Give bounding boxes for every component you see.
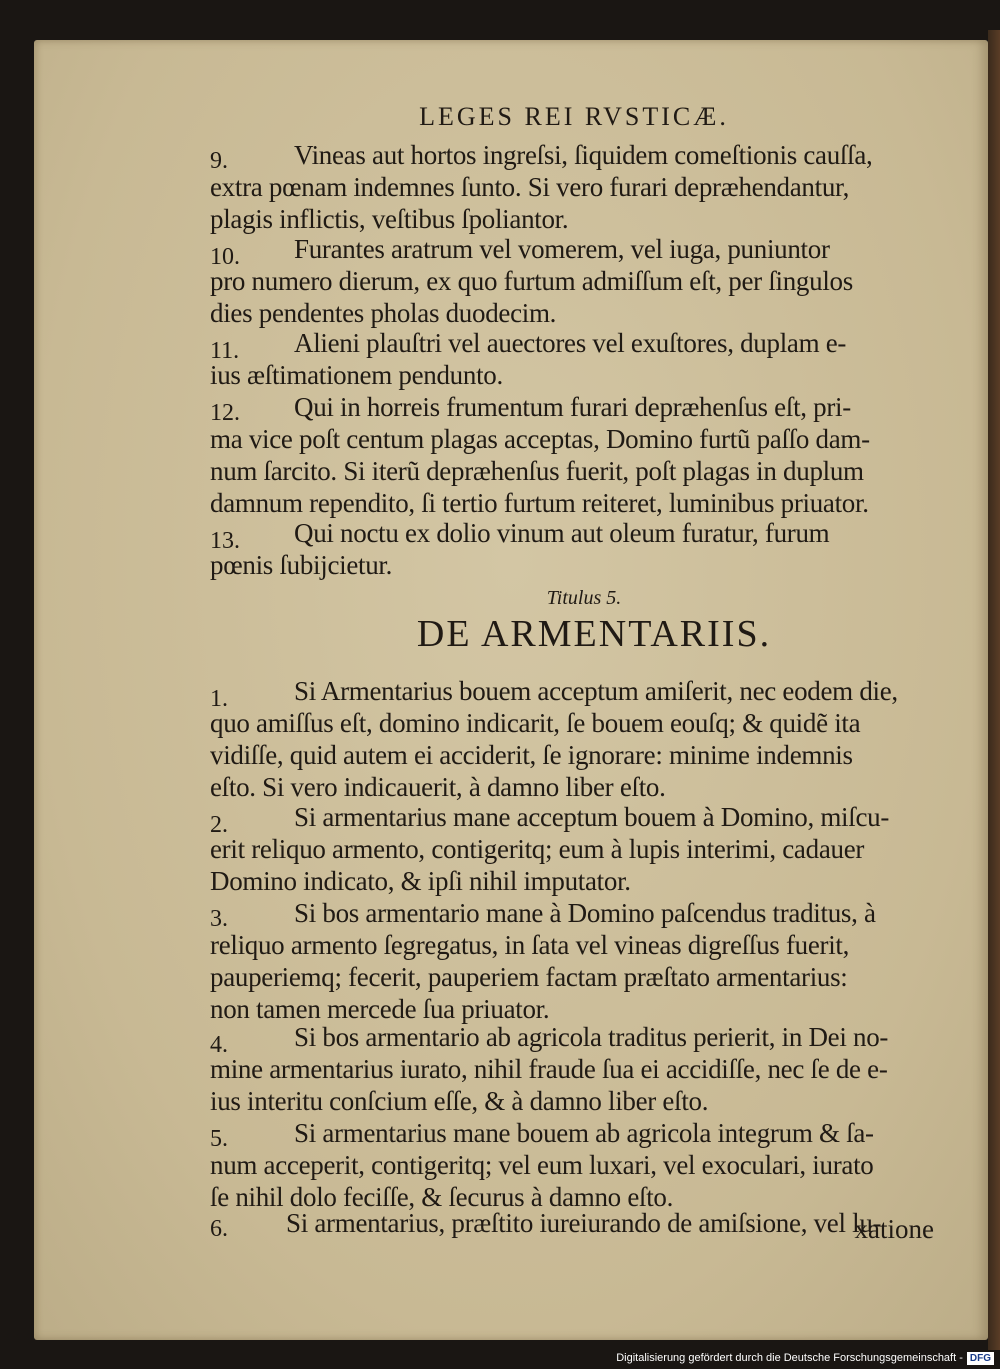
paragraph-line: plagis inflictis, veſtibus ſpoliantor. bbox=[210, 204, 569, 234]
paragraph-line: pro numero dierum, ex quo furtum admiſſum eſt, per ſingulos bbox=[210, 266, 853, 296]
paragraph-line: num ſarcito. Si iterũ depræhenſus fuerit, poſt plagas in duplum bbox=[210, 456, 864, 486]
paragraph-line: non tamen mercede ſua priuator. bbox=[210, 994, 550, 1024]
running-head: LEGES REI RVSTICÆ. bbox=[419, 102, 729, 131]
paragraph-line: Si armentarius mane acceptum bouem à Domino, miſcu- bbox=[294, 802, 890, 832]
paragraph-line: pœnis ſubijcietur. bbox=[210, 550, 393, 580]
paragraph-line: quo amiſſus eſt, domino indicarit, ſe bouem eouſq; & quidẽ ita bbox=[210, 708, 861, 738]
paragraph-number: 5. bbox=[210, 1126, 228, 1152]
paragraph-number: 3. bbox=[210, 906, 228, 932]
paragraph-line: ſe nihil dolo feciſſe, & ſecurus à damno eſto. bbox=[210, 1182, 674, 1212]
catchword: xatione bbox=[854, 1214, 934, 1244]
paragraph-number: 11. bbox=[210, 338, 240, 364]
paragraph-line: ius interitu conſcium eſſe, & à damno liber eſto. bbox=[210, 1086, 709, 1116]
paragraph-number: 4. bbox=[210, 1032, 228, 1058]
paragraph-line: damnum rependito, ſi tertio furtum reiteret, luminibus priuator. bbox=[210, 488, 869, 518]
section-title: DE ARMENTARIIS. bbox=[416, 613, 772, 655]
paragraph-number: 10. bbox=[210, 244, 240, 270]
paragraph-line: vidiſſe, quid autem ei acciderit, ſe ignorare: minime indemnis bbox=[210, 740, 853, 770]
paragraph-line: erit reliquo armento, contigeritq; eum à lupis interimi, cadauer bbox=[210, 834, 865, 864]
book-edge bbox=[988, 30, 1000, 1350]
paragraph-line: pauperiemq; fecerit, pauperiem factam præſtato armentarius: bbox=[210, 962, 848, 992]
paragraph-line: extra pœnam indemnes ſunto. Si vero furari depræhendantur, bbox=[210, 172, 850, 202]
dfg-logo: DFG bbox=[967, 1352, 994, 1365]
paragraph-line: Vineas aut hortos ingreſsi, ſiquidem comeſtionis cauſſa, bbox=[294, 140, 873, 170]
paragraph-line: Qui noctu ex dolio vinum aut oleum furatur, furum bbox=[294, 518, 830, 548]
paragraph-number: 1. bbox=[210, 686, 228, 712]
digitization-credit bbox=[560, 1350, 994, 1367]
paragraph-line: Si armentarius mane bouem ab agricola integrum & ſa- bbox=[294, 1118, 874, 1148]
paragraph-number: 2. bbox=[210, 812, 228, 838]
paragraph-number: 6. bbox=[210, 1216, 228, 1242]
paragraph-line: Alieni plauſtri vel auectores vel exuſtores, duplam e- bbox=[294, 328, 847, 358]
paragraph-line: mine armentarius iurato, nihil fraude ſua ei accidiſſe, nec ſe de e- bbox=[210, 1054, 888, 1084]
document-page bbox=[34, 40, 988, 1340]
paragraph-line: ius æſtimationem pendunto. bbox=[210, 360, 503, 390]
paragraph-line: num acceperit, contigeritq; vel eum luxari, vel exoculari, iurato bbox=[210, 1150, 874, 1180]
section-subtitle: Titulus 5. bbox=[546, 587, 622, 609]
paragraph-line: Si armentarius, præſtito iureiurando de amiſsione, vel lu- bbox=[286, 1208, 882, 1238]
credit-text: Digitalisierung gefördert durch die Deutsche Forschungsgemeinschaft - bbox=[616, 1352, 963, 1364]
paragraph-line: Furantes aratrum vel vomerem, vel iuga, puniuntor bbox=[294, 234, 830, 264]
paragraph-number: 13. bbox=[210, 528, 240, 554]
paragraph-line: reliquo armento ſegregatus, in ſata vel vineas digreſſus fuerit, bbox=[210, 930, 850, 960]
paragraph-number: 12. bbox=[210, 400, 240, 426]
paragraph-line: eſto. Si vero indicauerit, à damno liber eſto. bbox=[210, 772, 666, 802]
paragraph-line: Si Armentarius bouem acceptum amiſerit, nec eodem die, bbox=[294, 676, 898, 706]
paragraph-line: Domino indicato, & ipſi nihil imputator. bbox=[210, 866, 631, 896]
paragraph-line: Qui in horreis frumentum furari depræhenſus eſt, pri- bbox=[294, 392, 851, 422]
paragraph-line: ma vice poſt centum plagas acceptas, Domino furtũ paſſo dam- bbox=[210, 424, 870, 454]
paragraph-line: Si bos armentario ab agricola traditus perierit, in Dei no- bbox=[294, 1022, 889, 1052]
paragraph-number: 9. bbox=[210, 148, 228, 174]
paragraph-line: dies pendentes pholas duodecim. bbox=[210, 298, 557, 328]
paragraph-line: Si bos armentario mane à Domino paſcendus traditus, à bbox=[294, 898, 876, 928]
